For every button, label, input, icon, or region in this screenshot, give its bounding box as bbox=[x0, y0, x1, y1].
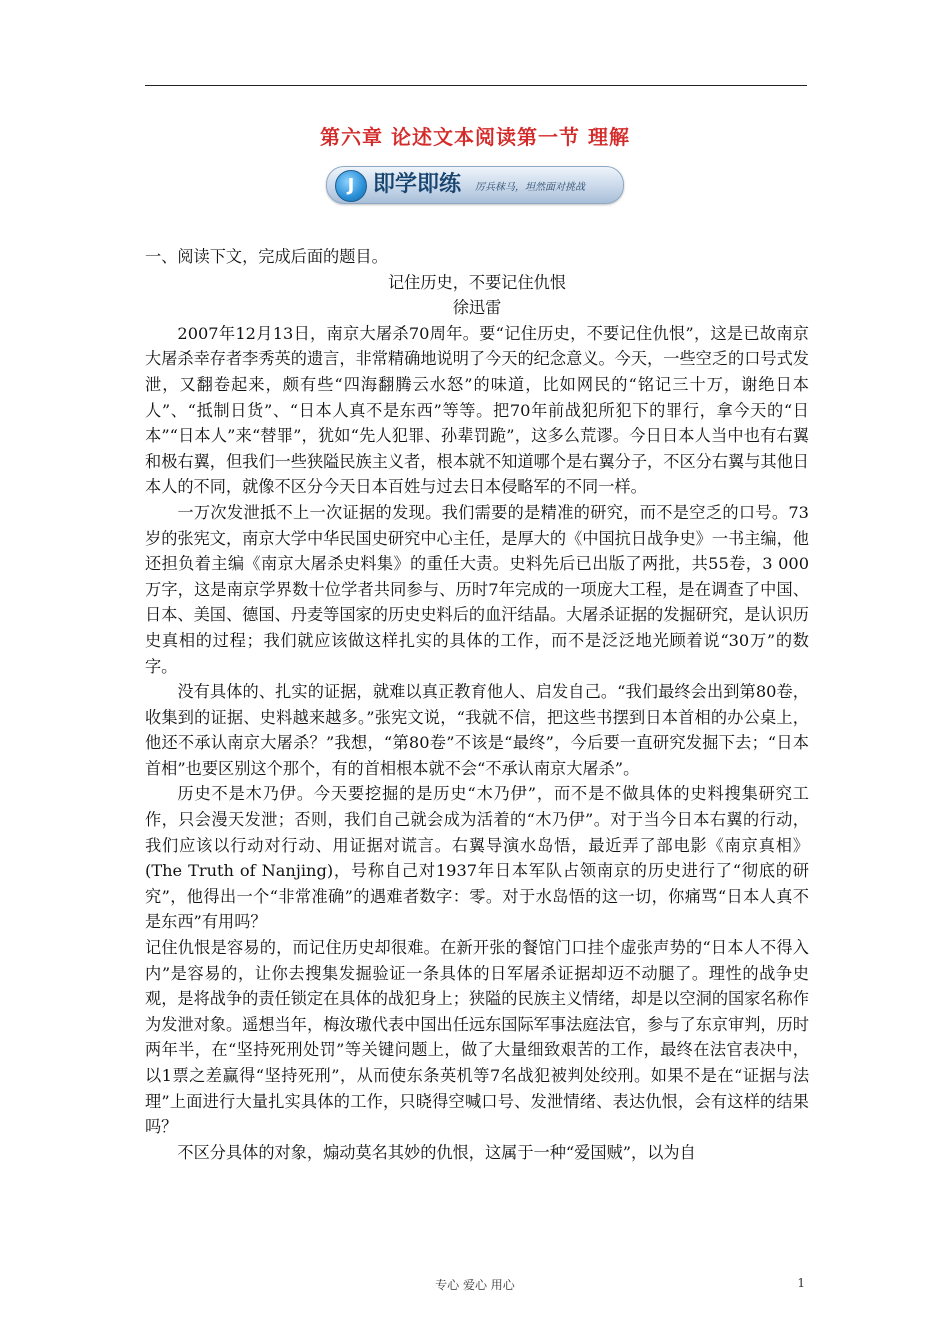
article-title: 记住历史，不要记住仇恨 bbox=[387, 272, 567, 292]
paragraph-1: 2007年12月13日，南京大屠杀70周年。要“记住历史，不要记住仇恨”，这是已故南京大屠杀幸存者李秀英的遗言，非常精确地说明了今天的纪念意义。今天，一些空乏的口号式发泄，又翻卷起来，颇有些“四海翻腾云水怒”的味道，比如网民的“铭记三十万，谢绝日本人”、“抵制日货”、“日本人真不是东西”等等。把70年前战犯所犯下的罪行，拿今天的“日本”“日本人”来“替罪”，犹如“先人犯罪、孙辈罚跪”，这多么荒谬。今日日本人当中也有右翼和极右翼，但我们一些狭隘民族主义者，根本就不知道哪个是右翼分子，不区分右翼与其他日本人的不同，就像不区分今天日本百姓与过去日本侵略军的不同一样。 bbox=[145, 323, 809, 497]
article-author: 徐迅雷 bbox=[452, 298, 502, 318]
paragraph-2: 一万次发泄抵不上一次证据的发现。我们需要的是精准的研究，而不是空乏的口号。73岁的张宪文，南京大学中华民国史研究中心主任，是厚大的《中国抗日战争史》一书主编，他还担负着主编《南京大屠杀史料集》的重任大责。史料先后已出版了两批，共55卷，3 000万字，这是南京学界数十位学者共同参与、历时7年完成的一项庞大工程，是在调查了中国、日本、美国、德国、丹麦等国家的历史史料后的血汗结晶。大屠杀证据的发掘研究，是认识历史真相的过程；我们就应该做这样扎实的具体的工作，而不是泛泛地光顾着说“30万”的数字。 bbox=[145, 502, 809, 676]
banner-main-text: 即学即练 bbox=[373, 172, 462, 197]
document-body bbox=[145, 244, 809, 1165]
paragraph-6: 不区分具体的对象，煽动莫名其妙的仇恨，这属于一种“爱国贼”，以为自 bbox=[177, 1142, 696, 1162]
page-footer bbox=[0, 1276, 950, 1296]
banner-subtitle: 厉兵秣马，坦然面对挑战 bbox=[475, 182, 585, 193]
paragraph-5: 记住仇恨是容易的，而记住历史却很难。在新开张的餐馆门口挂个虚张声势的“日本人不得入内”是容易的，让你去搜集发掘验证一条具体的日军屠杀证据却迈不动腿了。理性的战争史观，是将战争的责任锁定在具体的战犯身上；狭隘的民族主义情绪，却是以空洞的国家名称作为发泄对象。遥想当年，梅汝璈代表中国出任远东国际军事法庭法官，参与了东京审判，历时两年半，在“坚持死刑处罚”等关键问题上，做了大量细致艰苦的工作，最终在法官表决中，以1票之差赢得“坚持死刑”，从而使东条英机等7名战犯被判处绞刑。如果不是在“证据与法理”上面进行大量扎实具体的工作，只晓得空喊口号、发泄情绪、表达仇恨，会有这样的结果吗？ bbox=[145, 938, 809, 1137]
footer-motto: 专心 爱心 用心 bbox=[435, 1278, 515, 1292]
page-number: 1 bbox=[797, 1276, 805, 1290]
banner-badge-icon: J bbox=[335, 170, 367, 202]
chapter-title: 第六章 论述文本阅读第一节 理解 bbox=[320, 125, 630, 149]
paragraph-4: 历史不是木乃伊。今天要挖掘的是历史“木乃伊”，而不是不做具体的史料搜集研究工作，只会漫天发泄；否则，我们自己就会成为活着的“木乃伊”。对于当今日本右翼的行动，我们应该以行动对行动、用证据对谎言。右翼导演水岛悟，最近弄了部电影《南京真相》(The Truth of Nanjing)，号称自己对1937年日本军队占领南京的历史进行了“彻底的研究”，他得出一个“非常准确”的遇难者数字：零。对于水岛悟的这一切，你痛骂“日本人真不是东西”有用吗？ bbox=[145, 784, 809, 932]
question-prompt: 一、阅读下文，完成后面的题目。 bbox=[145, 247, 388, 266]
paragraph-3: 没有具体的、扎实的证据，就难以真正教育他人、启发自己。“我们最终会出到第80卷，收集到的证据、史料越来越多。”张宪文说，“我就不信，把这些书摆到日本首相的办公桌上，他还不承认南京大屠杀？”我想，“第80卷”不该是“最终”，今后要一直研究发掘下去；“日本首相”也要区别这个那个，有的首相根本就不会“不承认南京大屠杀”。 bbox=[145, 682, 809, 778]
header-rule bbox=[145, 85, 807, 86]
practice-banner bbox=[326, 166, 624, 204]
